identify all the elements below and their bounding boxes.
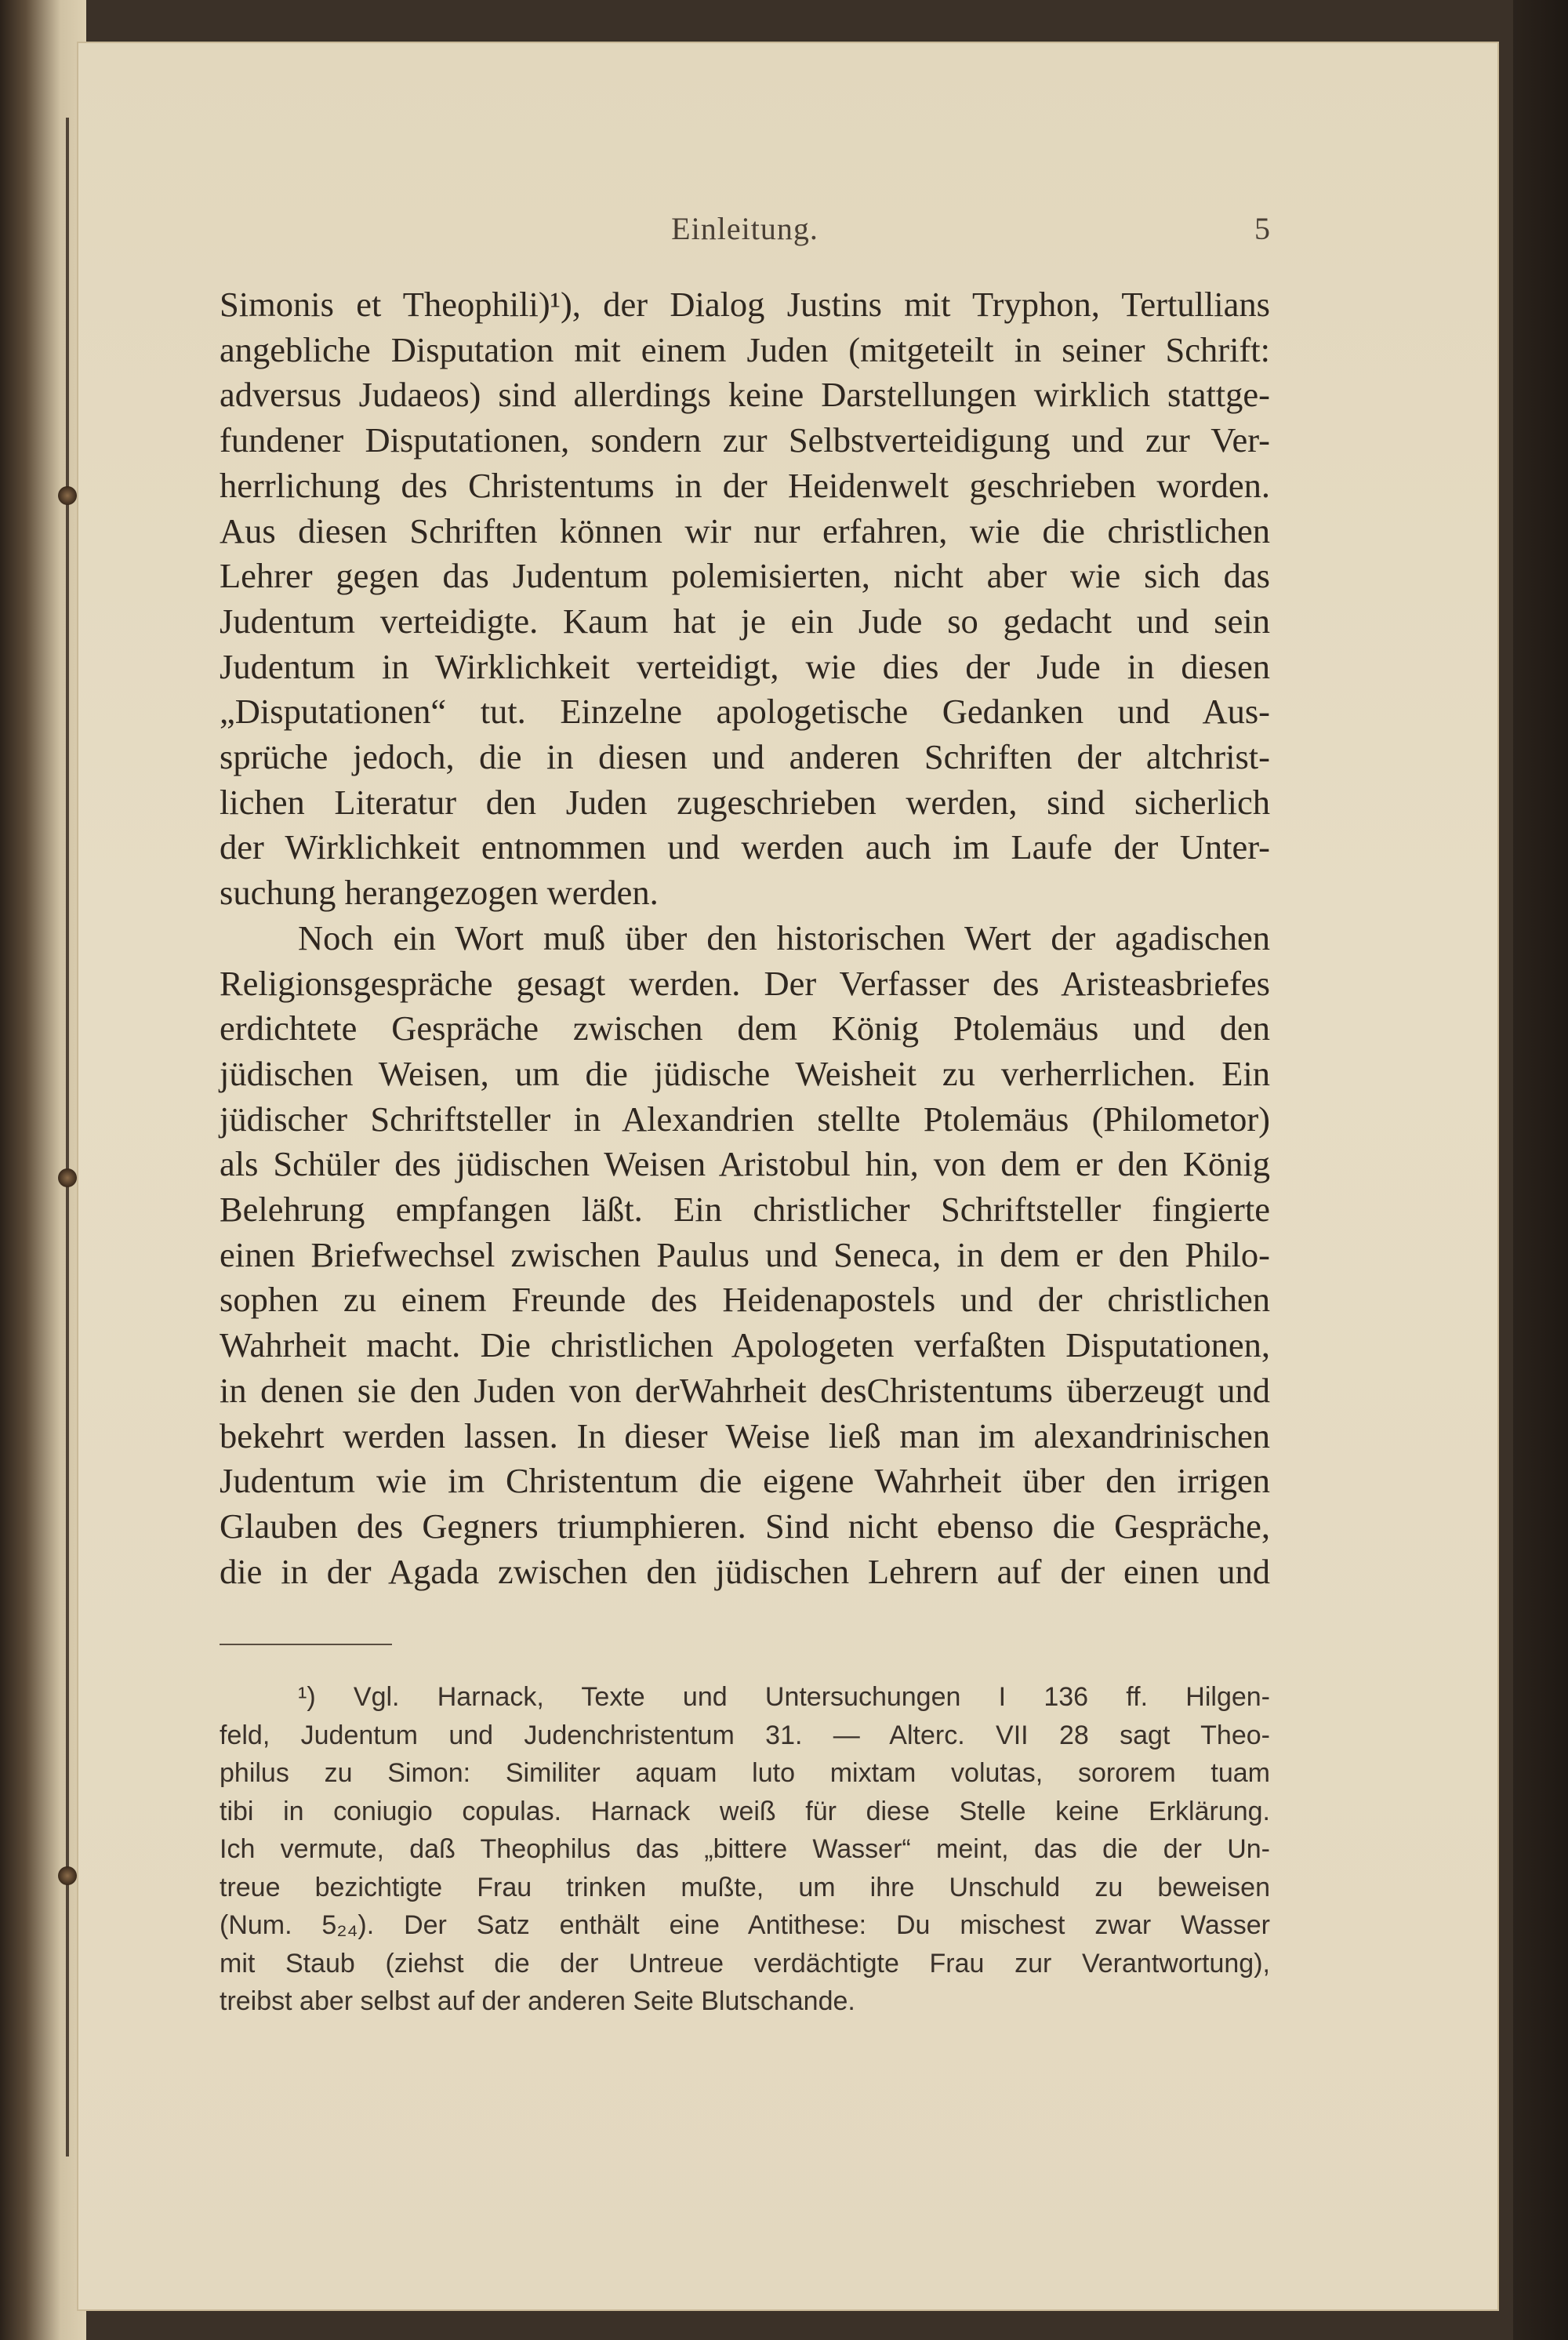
body-line: Judentum wie im Christentum die eigene Wahrheit über den irrigen [220,1461,1270,1501]
body-line: Religionsgespräche gesagt werden. Der Verfasser des Aristeasbriefes [220,963,1270,1003]
footnotes [220,1678,1270,2021]
body-line: Glauben des Gegners triumphieren. Sind nicht ebenso die Gespräche, [220,1506,1270,1546]
body-line: Noch ein Wort muß über den historischen Wert der agadischen [298,917,1270,957]
body-line: herrlichung des Christentums in der Heidenwelt geschrieben worden. [220,465,1270,505]
body-line: sophen zu einem Freunde des Heidenapostels und der christlichen [220,1280,1270,1320]
body-line: Lehrer gegen das Judentum polemisierten, nicht aber wie sich das [220,556,1270,596]
body-line: angebliche Disputation mit einem Juden (mitgeteilt in seiner Schrift: [220,329,1270,369]
body-line: Simonis et Theophili)¹), der Dialog Justins mit Tryphon, Tertullians [220,285,1270,324]
running-head: Einleitung. [671,211,818,246]
binding-stitch [58,486,77,505]
body-line: in denen sie den Juden von derWahrheit desChristentums überzeugt und [220,1370,1270,1410]
body-line: Aus diesen Schriften können wir nur erfahren, wie die christlichen [220,511,1270,550]
book-cover-edge [1513,0,1568,2340]
body-line: der Wirklichkeit entnommen und werden auch im Laufe der Unter- [220,827,1270,867]
page-header [220,210,1270,257]
page-number: 5 [1254,211,1270,246]
footnote-line: mit Staub (ziehst die der Untreue verdächtigte Frau zur Verantwortung), [220,1948,1270,1978]
spine-line [66,118,69,2157]
footnote-line: (Num. 5₂₄). Der Satz enthält eine Antithese: Du mischest zwar Wasser [220,1910,1270,1940]
footnote-line: tibi in coniugio copulas. Harnack weiß für diese Stelle keine Erklärung. [220,1796,1270,1826]
body-line: suchung herangezogen werden. [220,873,659,913]
body-line: Belehrung empfangen läßt. Ein christlicher Schriftsteller fingierte [220,1190,1270,1230]
footnote-line: treibst aber selbst auf der anderen Seite Blutschande. [220,1986,855,2016]
body-line: jüdischen Weisen, um die jüdische Weisheit zu verherrlichen. Ein [220,1053,1270,1093]
binding-stitch [58,1168,77,1187]
body-line: bekehrt werden lassen. In dieser Weise ließ man im alexandrinischen [220,1415,1270,1455]
body-line: fundener Disputationen, sondern zur Selbstverteidigung und zur Ver- [220,420,1270,460]
body-line: „Disputationen“ tut. Einzelne apologetische Gedanken und Aus- [220,692,1270,732]
body-line: adversus Judaeos) sind allerdings keine Darstellungen wirklich stattge- [220,375,1270,415]
body-line: jüdischer Schriftsteller in Alexandrien stellte Ptolemäus (Philometor) [220,1099,1270,1139]
footnote-line: ¹) Vgl. Harnack, Texte und Untersuchungen I 136 ff. Hilgen- [298,1682,1270,1712]
body-line: sprüche jedoch, die in diesen und anderen Schriften der altchrist- [220,737,1270,777]
body-line: erdichtete Gespräche zwischen dem König Ptolemäus und den [220,1008,1270,1048]
body-text [220,282,1270,1594]
body-line: Judentum verteidigte. Kaum hat je ein Jude so gedacht und sein [220,601,1270,641]
footnote-rule [220,1644,392,1645]
body-line: einen Briefwechsel zwischen Paulus und Seneca, in dem er den Philo- [220,1234,1270,1274]
body-line: Wahrheit macht. Die christlichen Apologeten verfaßten Disputationen, [220,1325,1270,1365]
body-line: lichen Literatur den Juden zugeschrieben werden, sind sicherlich [220,782,1270,822]
body-line: als Schüler des jüdischen Weisen Aristobul hin, von dem er den König [220,1144,1270,1184]
footnote-line: treue bezichtigte Frau trinken mußte, um ihre Unschuld zu beweisen [220,1872,1270,1902]
footnote-line: philus zu Simon: Similiter aquam luto mixtam volutas, sororem tuam [220,1758,1270,1788]
body-line: die in der Agada zwischen den jüdischen Lehrern auf der einen und [220,1551,1270,1591]
footnote-line: feld, Judentum und Judenchristentum 31. — Alterc. VII 28 sagt Theo- [220,1720,1270,1750]
body-line: Judentum in Wirklichkeit verteidigt, wie dies der Jude in diesen [220,646,1270,686]
footnote-line: Ich vermute, daß Theophilus das „bittere Wasser“ meint, das die der Un- [220,1834,1270,1864]
binding-stitch [58,1866,77,1885]
